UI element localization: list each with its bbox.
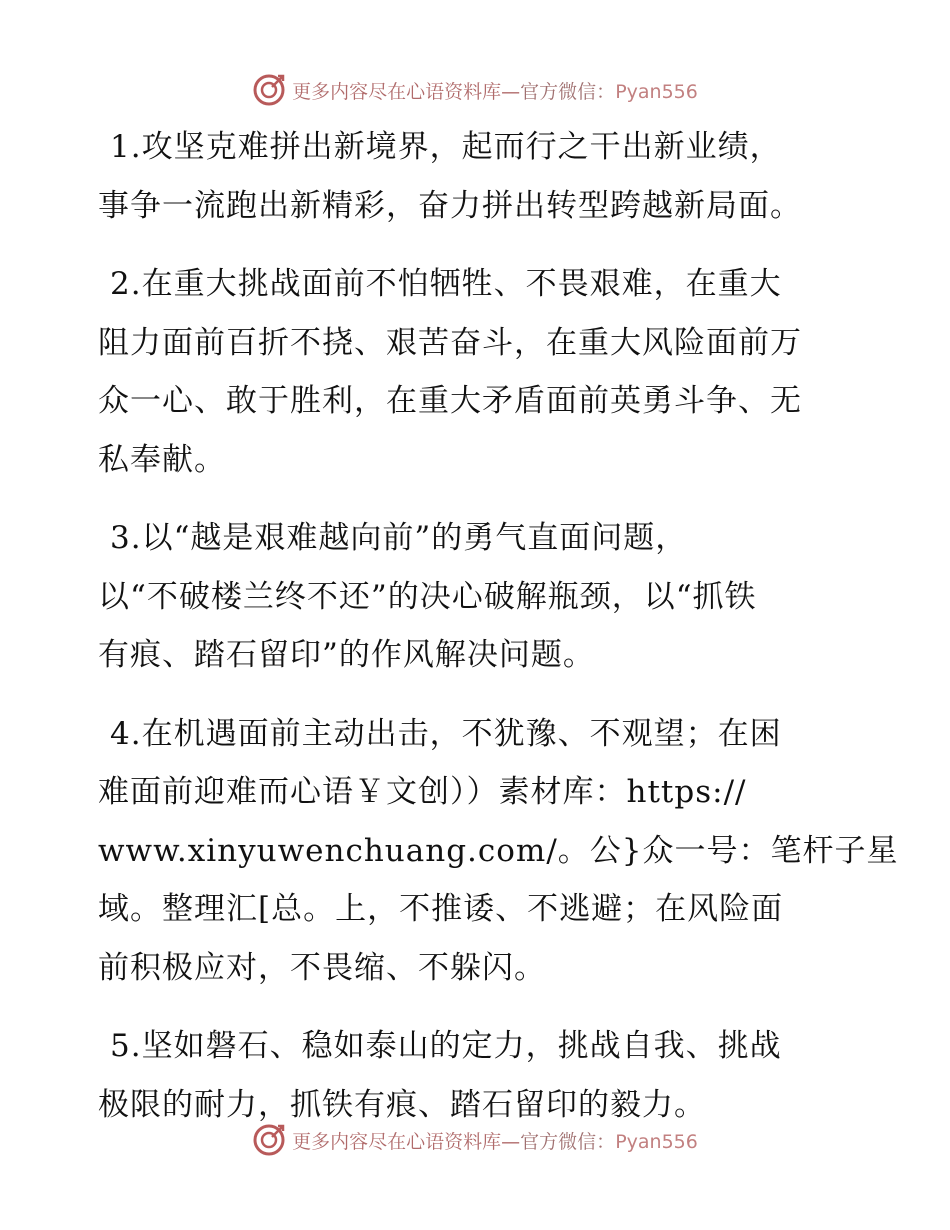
watermark-separator: — (501, 80, 521, 103)
paragraph-1 (98, 118, 858, 235)
watermark-id: Pyan556 (615, 80, 698, 103)
header-watermark (0, 70, 950, 110)
paragraph-line: 以“不破楼兰终不还”的决心破解瓶颈，以“抓铁 (98, 578, 757, 615)
watermark-text (292, 77, 698, 104)
paragraph-line: 阻力面前百折不挠、艰苦奋斗，在重大风险面前万 (98, 324, 802, 361)
paragraph-line: 有痕、踏石留印”的作风解决问题。 (98, 637, 595, 673)
brand-logo-icon (252, 73, 286, 107)
paragraph-line: www.xinyuwenchuang.com/。公}众一号：笔杆子星 (98, 832, 899, 869)
paragraph-line: 3.以“越是艰难越向前”的勇气直面问题， (110, 520, 688, 556)
watermark-text (292, 1127, 698, 1154)
paragraph-4 (98, 705, 899, 998)
paragraph-3 (98, 509, 858, 685)
paragraph-line: 5.坚如磐石、稳如泰山的定力，挑战自我、挑战 (110, 1028, 782, 1064)
watermark-separator: — (501, 1130, 521, 1153)
brand-logo-icon (252, 1123, 286, 1157)
watermark-id: Pyan556 (615, 1130, 698, 1153)
paragraph-line: 难面前迎难而心语￥文创））素材库：https:// (98, 774, 747, 810)
paragraph-line: 4.在机遇面前主动出击，不犹豫、不观望；在困 (110, 715, 782, 752)
paragraph-line: 2.在重大挑战面前不怕牺牲、不畏艰难，在重大 (110, 266, 782, 302)
document-body (98, 118, 899, 1154)
paragraph-2 (98, 255, 858, 489)
watermark-main: 更多内容尽在心语资料库 (292, 1130, 502, 1153)
paragraph-line: 私奉献。 (98, 441, 226, 478)
footer-watermark (0, 1120, 950, 1160)
watermark-sub: 官方微信： (520, 1130, 616, 1153)
watermark-sub: 官方微信： (520, 80, 616, 103)
paragraph-line: 众一心、敢于胜利，在重大矛盾面前英勇斗争、无 (98, 383, 802, 419)
watermark-main: 更多内容尽在心语资料库 (292, 80, 502, 103)
paragraph-line: 事争一流跑出新精彩，奋力拼出转型跨越新局面。 (98, 187, 802, 224)
paragraph-line: 极限的耐力，抓铁有痕、踏石留印的毅力。 (98, 1086, 706, 1123)
paragraph-line: 前积极应对，不畏缩、不躲闪。 (98, 949, 546, 986)
paragraph-line: 域。整理汇[总。上，不推诿、不逃避；在风险面 (98, 891, 784, 927)
paragraph-line: 1.攻坚克难拼出新境界，起而行之干出新业绩， (110, 129, 782, 165)
paragraph-5 (98, 1017, 858, 1134)
